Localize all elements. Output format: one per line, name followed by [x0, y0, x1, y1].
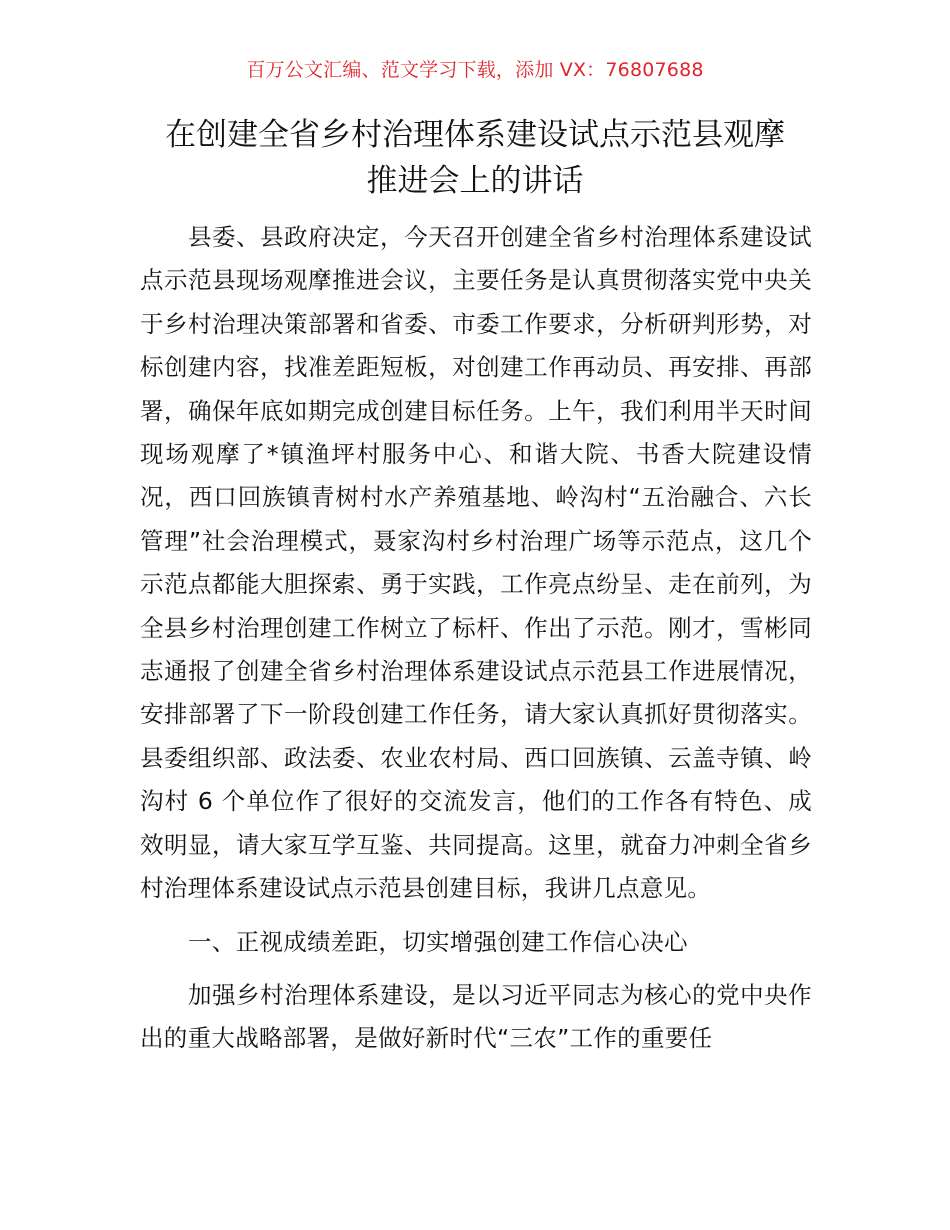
paragraph-section-1: 加强乡村治理体系建设，是以习近平同志为核心的党中央作出的重大战略部署，是做好新时代“三农”工作的重要任: [140, 980, 812, 1053]
paragraph-intro: 县委、县政府决定，今天召开创建全省乡村治理体系建设试点示范县现场观摩推进会议，主要任务是认真贯彻落实党中央关于乡村治理决策部署和省委、市委工作要求，分析研判形势，对标创建内容，找准差距短板，对创建工作再动员、再安排、再部署，确保年底如期完成创建目标任务。上午，我们利用半天时间现场观摩了*镇渔坪村服务中心、和谐大院、书香大院建设情况，西口回族镇青树村水产养殖基地、岭沟村“五治融合、六长管理”社会治理模式，聂家沟村乡村治理广场等示范点，这几个示范点都能大胆探索、勇于实践，工作亮点纷呈、走在前列，为全县乡村治理创建工作树立了标杆、作出了示范。刚才，雪彬同志通报了创建全省乡村治理体系建设试点示范县工作进展情况，安排部署了下一阶段创建工作任务，请大家认真抓好贯彻落实。县委组织部、政法委、农业农村局、西口回族镇、云盖寺镇、岭沟村 6 个单位作了很好的交流发言，他们的工作各有特色、成效明显，请大家互学互鉴、共同提高。这里，就奋力冲刺全省乡村治理体系建设试点示范县创建目标，我讲几点意见。: [140, 223, 812, 903]
section-heading-1: 一、正视成绩差距，切实增强创建工作信心决心: [188, 927, 688, 956]
document-body: [140, 216, 812, 1061]
title-line-1: 在创建全省乡村治理体系建设试点示范县观摩: [165, 117, 785, 153]
promo-banner: 百万公文汇编、范文学习下载，添加 VX：76807688: [246, 59, 704, 81]
page-title: [110, 112, 840, 204]
title-line-2: 推进会上的讲话: [366, 163, 584, 199]
